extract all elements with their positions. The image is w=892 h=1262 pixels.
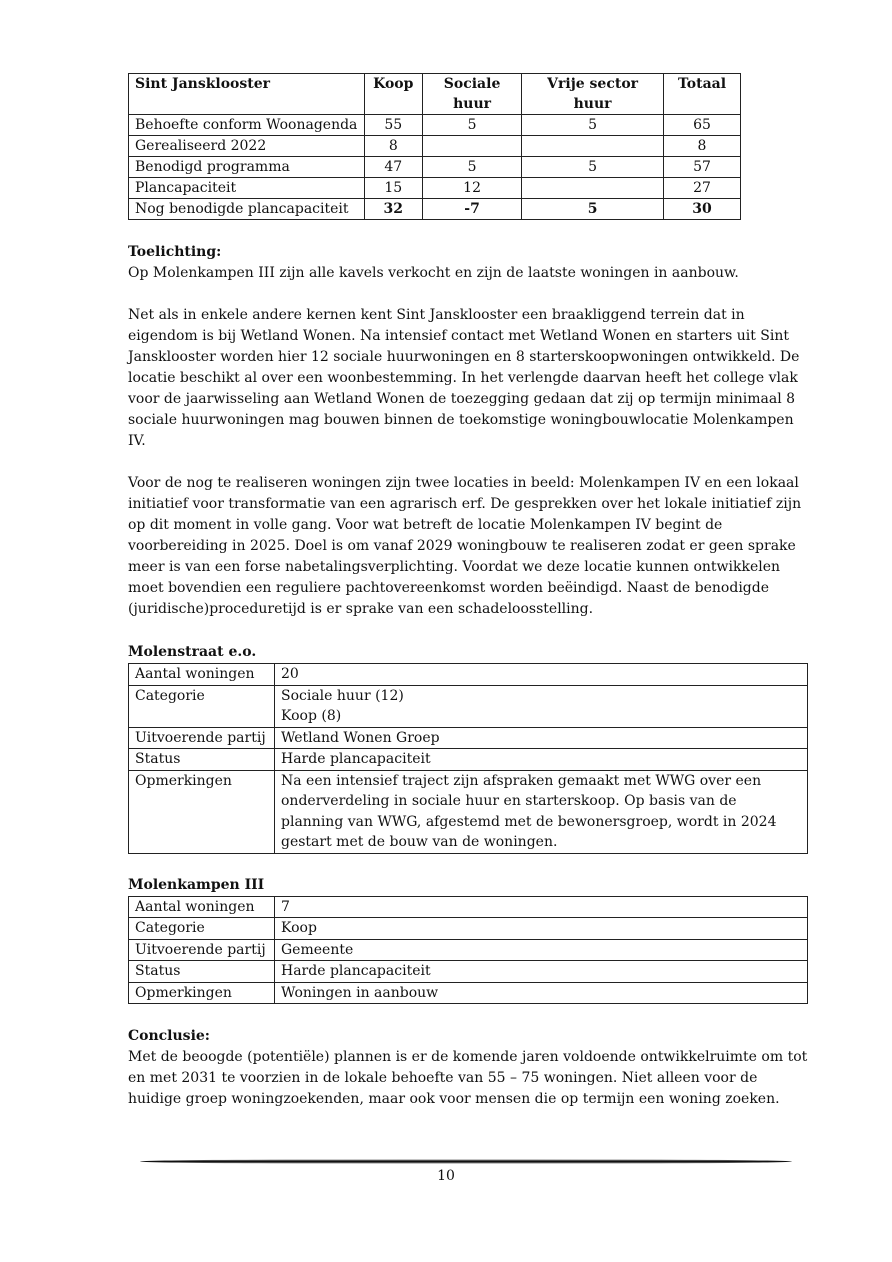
molenkampen-table: [128, 896, 808, 1005]
table-cell: 15: [364, 178, 422, 199]
table-cell: 12: [422, 178, 521, 199]
row-label: Aantal woningen: [129, 896, 275, 918]
column-header: Koop: [364, 74, 422, 115]
table-cell: Behoefte conform Woonagenda: [129, 115, 365, 136]
row-label: Categorie: [129, 685, 275, 727]
table-total-row: [129, 199, 741, 220]
row-value: Woningen in aanbouw: [275, 982, 808, 1004]
table-cell: -7: [422, 199, 521, 220]
table-cell: 5: [422, 115, 521, 136]
table-row: [129, 115, 741, 136]
table-row: [129, 727, 808, 749]
molenkampen-heading: Molenkampen III: [128, 876, 265, 893]
paragraph: Voor de nog te realiseren woningen zijn twee locaties in beeld: Molenkampen IV en een lokaal initiatief voor transformatie van een agrarisch erf. De gesprekken over het lokale initiatief zijn op dit moment in volle gang. Voor wat betreft de locatie Molenkampen IV begint de voorbereiding in 2025. Doel is om vanaf 2029 woningbouw te realiseren zodat er geen sprake meer is van een forse nabetalingsverplichting. Voordat we deze locatie kunnen ontwikkelen moet bovendien een reguliere pachtovereenkomst worden beëindigd. Naast de benodigde (juridische)proceduretijd is er sprake van een schadeloosstelling.: [128, 475, 802, 617]
table-cell: 65: [664, 115, 741, 136]
table-cell: 5: [522, 199, 664, 220]
table-cell: Gerealiseerd 2022: [129, 136, 365, 157]
category-line: Koop (8): [281, 708, 342, 724]
row-value: Na een intensief traject zijn afspraken gemaakt met WWG over een onderverdeling in sociale huur en starterskoop. Op basis van de planning van WWG, afgestemd met de bewonersgroep, wordt in 2024 gestart met de bouw van de woningen.: [275, 770, 808, 853]
row-label: Status: [129, 749, 275, 771]
row-label: Status: [129, 961, 275, 983]
page-number: 10: [437, 1168, 455, 1184]
column-header: Vrije sector huur: [522, 74, 664, 115]
table-cell: 47: [364, 157, 422, 178]
paragraph: Net als in enkele andere kernen kent Sint Jansklooster een braakliggend terrein dat in eigendom is bij Wetland Wonen. Na intensief contact met Wetland Wonen en starters uit Sint Jansklooster worden hier 12 sociale huurwoningen en 8 starterskoopwoningen ontwikkeld. De locatie beschikt al over een woonbestemming. In het verlengde daarvan heeft het college vlak voor de jaarwisseling aan Wetland Wonen de toezegging gedaan dat zij op termijn minimaal 8 sociale huurwoningen mag bouwen binnen de toekomstige woningbouwlocatie Molenkampen IV.: [128, 307, 800, 449]
table-cell: 5: [522, 157, 664, 178]
table-row: [129, 749, 808, 771]
table-row: [129, 664, 808, 686]
row-value: Harde plancapaciteit: [275, 749, 808, 771]
document-page: [128, 73, 808, 1110]
row-label: Categorie: [129, 918, 275, 940]
paragraph: Op Molenkampen III zijn alle kavels verkocht en zijn de laatste woningen in aanbouw.: [128, 265, 739, 281]
table-row: [129, 685, 808, 727]
column-header: Totaal: [664, 74, 741, 115]
footer-divider: [140, 1159, 792, 1164]
table-cell: [422, 136, 521, 157]
table-cell: 27: [664, 178, 741, 199]
table-row: [129, 178, 741, 199]
table-cell: 55: [364, 115, 422, 136]
housing-stats-table: [128, 73, 741, 220]
conclusie-heading: Conclusie:: [128, 1028, 210, 1044]
row-label: Uitvoerende partij: [129, 939, 275, 961]
row-value: Harde plancapaciteit: [275, 961, 808, 983]
row-value: 20: [275, 664, 808, 686]
row-label: Opmerkingen: [129, 770, 275, 853]
table-cell: [522, 178, 664, 199]
table-cell: Plancapaciteit: [129, 178, 365, 199]
row-label: Aantal woningen: [129, 664, 275, 686]
row-value: Koop: [275, 918, 808, 940]
table-cell: 32: [364, 199, 422, 220]
table-cell: 5: [422, 157, 521, 178]
row-value: 7: [275, 896, 808, 918]
table-row: [129, 918, 808, 940]
row-label: Uitvoerende partij: [129, 727, 275, 749]
molenstraat-table: [128, 663, 808, 854]
toelichting-heading: Toelichting:: [128, 244, 222, 260]
table-row: [129, 136, 741, 157]
table-header-row: [129, 74, 741, 115]
table-row: [129, 939, 808, 961]
table-row: [129, 896, 808, 918]
conclusie-text: Met de beoogde (potentiële) plannen is er de komende jaren voldoende ontwikkelruimte om tot en met 2031 te voorzien in de lokale behoefte van 55 – 75 woningen. Niet alleen voor de huidige groep woningzoekenden, maar ook voor mensen die op termijn een woning zoeken.: [128, 1049, 808, 1107]
molenstraat-heading: Molenstraat e.o.: [128, 644, 257, 660]
table-cell: 30: [664, 199, 741, 220]
table-cell: 57: [664, 157, 741, 178]
column-header: Sint Jansklooster: [129, 74, 365, 115]
row-label: Opmerkingen: [129, 982, 275, 1004]
table-row: [129, 982, 808, 1004]
table-cell: Benodigd programma: [129, 157, 365, 178]
row-value: Wetland Wonen Groep: [275, 727, 808, 749]
table-cell: 8: [364, 136, 422, 157]
category-line: Sociale huur (12): [281, 687, 404, 704]
table-cell: 8: [664, 136, 741, 157]
row-value: Gemeente: [275, 939, 808, 961]
row-value: [275, 685, 808, 727]
table-row: [129, 157, 741, 178]
table-cell: [522, 136, 664, 157]
table-cell: 5: [522, 115, 664, 136]
table-cell: Nog benodigde plancapaciteit: [129, 199, 365, 220]
table-row: [129, 770, 808, 853]
table-row: [129, 961, 808, 983]
column-header: Sociale huur: [422, 74, 521, 115]
